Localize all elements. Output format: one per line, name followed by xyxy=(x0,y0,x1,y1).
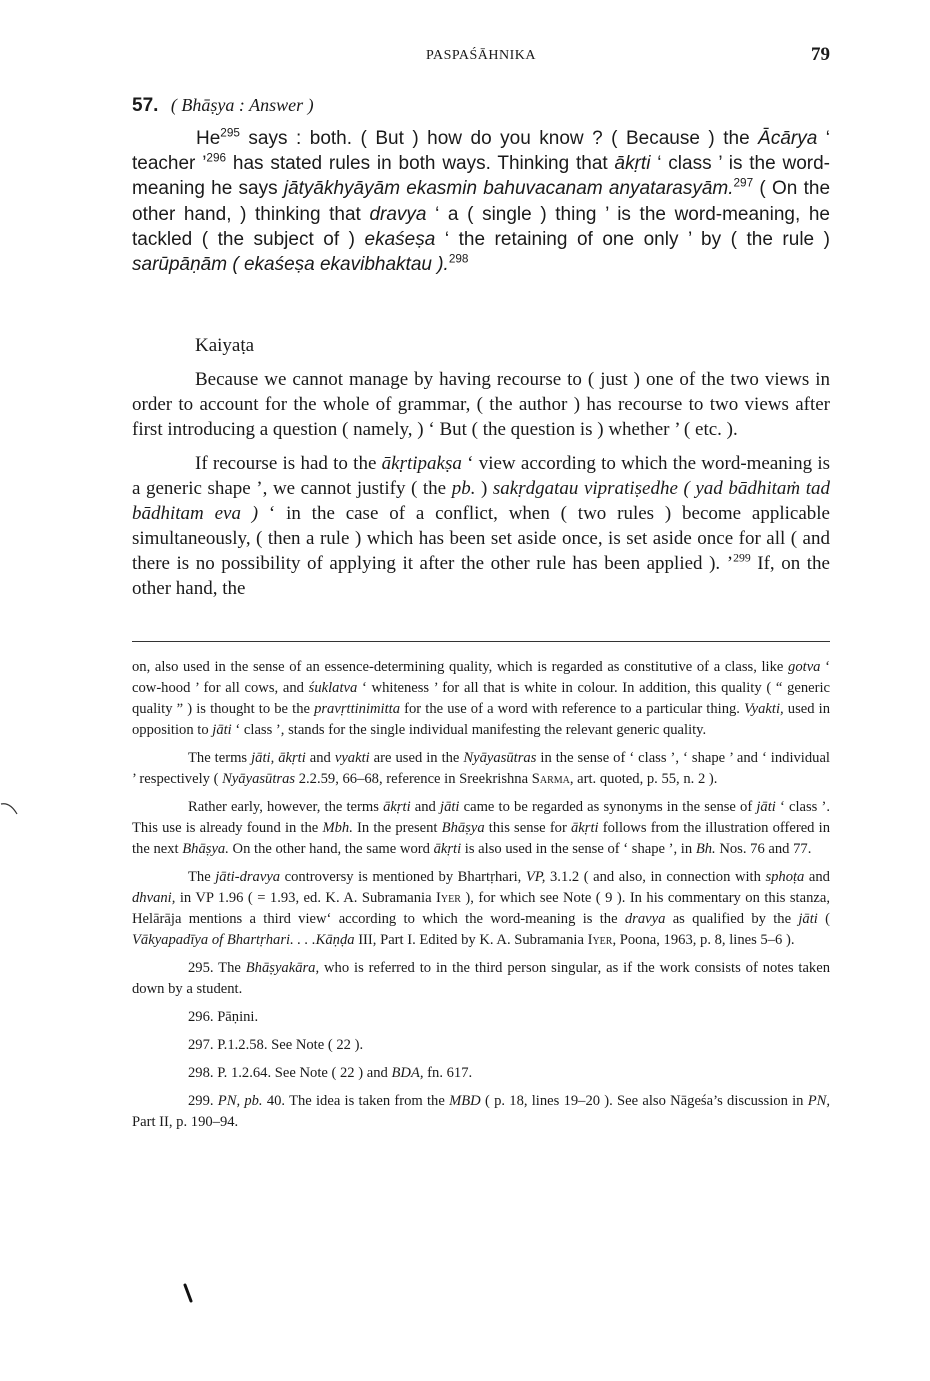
text-run: ‘ teacher ’ xyxy=(132,128,830,175)
sutra-quote: jātyākhyāyām ekasmin bahuvacanam anyatarasyām. xyxy=(283,178,734,200)
text-run: In the present xyxy=(352,820,442,836)
title: Bh. xyxy=(695,841,716,857)
text-run: ‘ cow-hood ’ for all cows, and xyxy=(132,659,830,696)
text-run: Nos. 76 and 77. xyxy=(715,841,812,857)
text-run: ( xyxy=(817,911,830,927)
text-run: ‘ view according to which the word-meaning is a generic shape ’, we cannot justify ( the xyxy=(132,453,830,499)
title: MBD xyxy=(449,1093,481,1109)
term: gotva xyxy=(788,659,821,675)
term: jāti xyxy=(440,799,460,815)
text-run: ‘ a ( single ) thing ’ is the word-meaning, he tackled ( the subject of ) xyxy=(132,203,830,250)
text-run: are used in the xyxy=(369,750,464,766)
term: jāti xyxy=(798,911,818,927)
text-run: The terms xyxy=(188,750,252,766)
title: PN, xyxy=(807,1093,831,1109)
kaiyata-paragraph-2 xyxy=(132,451,830,601)
text-run: ( On the other hand, ) thinking that xyxy=(132,178,831,225)
term: jāti xyxy=(756,799,776,815)
text-run: controversy is mentioned by Bhartṛhari, xyxy=(280,869,526,885)
text-run: on, also used in the sense of an essence-determining quality, which is regarded as constitutive of a class, like xyxy=(132,659,789,675)
note-terms xyxy=(132,748,830,790)
term: dhvani, xyxy=(132,890,176,906)
title: Nyāyasūtras xyxy=(463,750,537,766)
text-run: Part II, p. 190–94. xyxy=(132,1114,239,1130)
footnote-separator xyxy=(132,641,830,642)
text-run: 40. The idea is taken from the xyxy=(262,1093,450,1109)
running-head: PASPAŚĀHNIKA xyxy=(425,48,536,63)
kaiyata-heading: Kaiyaṭa xyxy=(195,335,255,356)
author-name: Iyer xyxy=(587,932,613,948)
footnote-296: 296. Pāṇini. xyxy=(188,1009,259,1025)
term-akrtipaksa: ākṛtipakṣa xyxy=(381,453,462,474)
text-run: this sense for xyxy=(484,820,571,836)
author-name: Iyer xyxy=(436,890,461,906)
text-run: ‘ the retaining of one only ’ by ( the rule ) xyxy=(435,228,830,250)
term: ākṛti xyxy=(433,841,462,857)
text-run: ‘ class ’. This use is already found in the xyxy=(132,799,830,836)
title: Mbh. xyxy=(322,820,353,836)
term-pb: pb. xyxy=(451,478,476,499)
text-run: ) xyxy=(475,478,493,499)
title: Bhāṣya. xyxy=(182,841,229,857)
title: VP, xyxy=(525,869,546,885)
footnote-ref-297: 297 xyxy=(733,177,754,191)
page-header xyxy=(132,44,830,70)
text-run: ‘ class ’, stands for the single individual manifesting the relevant generic quality. xyxy=(231,722,707,738)
text-run: used in opposition to xyxy=(132,701,830,738)
footnote-295 xyxy=(132,958,830,1000)
text-run: in the sense of ‘ class ’, ‘ shape ’ and ‘ individual ’ respectively ( xyxy=(132,750,830,787)
text-run: III, Part I. Edited by K. A. Subramania xyxy=(354,932,588,948)
text-run: ( p. 18, lines 19–20 ). See also Nāgeśa’s discussion in xyxy=(480,1093,808,1109)
text-run: ‘ class ’ is the word-meaning he says xyxy=(132,153,831,200)
term: vyakti xyxy=(334,750,370,766)
term: Vyakti, xyxy=(744,701,784,717)
note-continuation xyxy=(132,657,830,741)
term-akrti: ākṛti xyxy=(614,153,651,175)
text-run: who is referred to in the third person singular, as if the work consists of notes taken down by a student. xyxy=(132,960,830,997)
paribhasa-quote: sakṛdgatau vipratiṣedhe ( yad bādhitaṁ tad bādhitam eva ) xyxy=(132,478,830,524)
text-run: , Poona, 1963, p. 8, lines 5–6 ). xyxy=(612,932,795,948)
text-run: 299. xyxy=(188,1093,218,1109)
text-run: 3.1.2 ( and also, in connection with xyxy=(545,869,766,885)
footnote-297: 297. P.1.2.58. See Note ( 22 ). xyxy=(188,1037,364,1053)
text-run: and xyxy=(410,799,441,815)
footnote-ref-296: 296 xyxy=(206,151,227,165)
term: pravṛttinimitta xyxy=(314,701,401,717)
text-run: The xyxy=(188,869,216,885)
text-run: , art. quoted, p. 55, n. 2 ). xyxy=(569,771,718,787)
kaiyata-paragraph-1: Because we cannot manage by having recourse to ( just ) one of the two views in order to account for the whole of grammar, ( the author ) has recourse to two views after first introducing a question ( namely, ) ‘ But ( the question is ) whether ’ ( etc. ). xyxy=(132,369,830,440)
text-run: He xyxy=(196,128,221,149)
text-run: has stated rules in both ways. Thinking that xyxy=(226,153,615,175)
section-heading xyxy=(132,95,830,117)
text-run: ‘ in the case of a conflict, when ( two rules ) become applicable simultaneously, ( then a rule ) which has been set aside once, is set aside once for all ( and there is no possibility of applying it after the other rule has been applied ). ’ xyxy=(132,503,830,574)
footnote-298 xyxy=(132,1063,830,1084)
term: jāti xyxy=(212,722,232,738)
note-jati-dravya xyxy=(132,867,830,951)
term: jāti, ākṛti xyxy=(251,750,306,766)
term: jāti-dravya xyxy=(215,869,281,885)
text-run: as qualified by the xyxy=(665,911,799,927)
footnotes xyxy=(132,657,830,1140)
text-run: came to be regarded as synonyms in the sense of xyxy=(459,799,757,815)
footnote-299 xyxy=(132,1091,830,1133)
bhasya-text xyxy=(132,126,830,277)
text-run: If recourse is had to the xyxy=(195,453,382,474)
text-run: 298. P. 1.2.64. See Note ( 22 ) and xyxy=(188,1065,392,1081)
page-number: 79 xyxy=(811,44,830,65)
text-run: If, on the other hand, the xyxy=(132,553,830,599)
text-run: and xyxy=(305,750,335,766)
text-run: On the other hand, the same word xyxy=(228,841,434,857)
title: Bhāṣya xyxy=(441,820,485,836)
text-run: follows from the illustration offered in the next xyxy=(132,820,830,857)
ink-tick-mark xyxy=(182,1283,194,1305)
term: dravya xyxy=(624,911,666,927)
section-label: ( Bhāṣya : Answer ) xyxy=(170,95,314,115)
text-run: Rather early, however, the terms xyxy=(188,799,384,815)
author-name: Sarma xyxy=(531,771,570,787)
text-run: 2.2.59, 66–68, reference in Sreekrishna xyxy=(295,771,532,787)
term: śuklatva xyxy=(308,680,358,696)
text-run: for the use of a word with reference to a particular thing. xyxy=(400,701,745,717)
footnote-ref-299: 299 xyxy=(733,551,751,565)
term: ākṛti xyxy=(571,820,599,836)
text-run: fn. 617. xyxy=(423,1065,473,1081)
term-dravya: dravya xyxy=(369,203,427,225)
term-acarya: Ācārya xyxy=(758,128,818,149)
section-number: 57. xyxy=(132,95,159,116)
text-run: 295. The xyxy=(188,960,246,976)
footnote-ref-298: 298 xyxy=(448,252,469,266)
text-run: ), for which see Note ( 9 ). In his commentary on this stanza, Helārāja mentions a third view‘ according to which the word-meaning is the xyxy=(132,890,830,927)
term: ākṛti xyxy=(383,799,411,815)
bhasya-paragraph xyxy=(132,126,830,277)
note-rather-early xyxy=(132,797,830,860)
kaiyata-text xyxy=(132,367,830,610)
text-run: ‘ whiteness ’ for all that is white in colour. In addition, this quality ( “ generic quality ” ) is thought to be the xyxy=(132,680,831,717)
text-run: in VP 1.96 ( = 1.93, ed. K. A. Subramania xyxy=(175,890,437,906)
text-run: and xyxy=(804,869,830,885)
term: sphoṭa xyxy=(765,869,805,885)
title: Vākyapadīya of Bhartṛhari. . . .Kāṇḍa xyxy=(132,932,355,948)
margin-bracket-mark xyxy=(0,800,20,818)
term: Bhāṣyakāra, xyxy=(245,960,320,976)
title: PN, pb. xyxy=(217,1093,263,1109)
term-ekasesa: ekaśeṣa xyxy=(364,228,436,250)
text-run: says : both. ( But ) how do you know ? ( Because ) the xyxy=(239,128,759,149)
sutra-quote: sarūpāṇām ( ekaśeṣa ekavibhaktau ). xyxy=(132,254,449,276)
title: BDA, xyxy=(391,1065,424,1081)
title: Nyāyasūtras xyxy=(222,771,296,787)
footnote-ref-295: 295 xyxy=(220,126,240,140)
text-run: is also used in the sense of ‘ shape ’, in xyxy=(461,841,696,857)
